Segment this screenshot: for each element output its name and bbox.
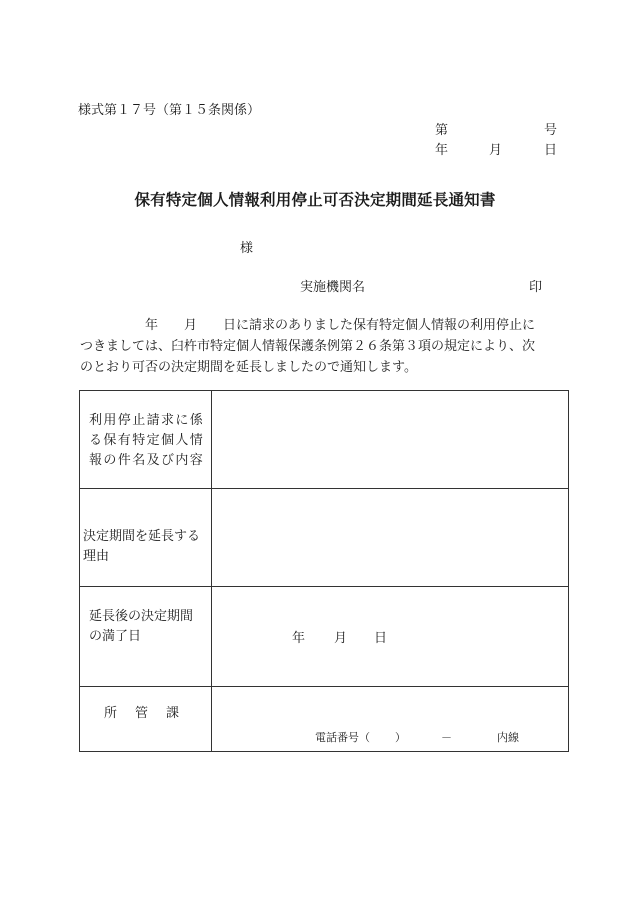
issue-date-month: 月 — [489, 143, 503, 158]
row-label-request-subject — [80, 391, 212, 488]
expiry-date-day: 日 — [374, 631, 388, 646]
label-part: 管 — [135, 706, 149, 721]
body-line: 年 月 日に請求のありました保有特定個人情報の利用停止に — [80, 318, 536, 333]
body-line: つきましては、臼杵市特定個人情報保護条例第２６条第３項の規定により、次 — [80, 339, 536, 354]
value-expiry-date[interactable] — [212, 587, 568, 686]
agency-name-label: 実施機関名 — [300, 280, 366, 295]
phone-extension-label: 内線 — [497, 731, 519, 744]
body-line: のとおり可否の決定期間を延長しましたので通知します。 — [80, 360, 417, 375]
expiry-date-year: 年 — [292, 631, 306, 646]
notice-body — [80, 315, 558, 378]
value-request-subject[interactable] — [212, 391, 568, 488]
phone-dash: － — [441, 731, 452, 744]
table-row-expiry-date — [80, 587, 568, 687]
seal-mark: 印 — [529, 280, 543, 295]
value-department[interactable] — [212, 687, 568, 751]
phone-label: 電話番号（ — [315, 731, 370, 744]
label-line: 延長後の決定期間 — [89, 609, 194, 624]
row-label-expiry-date — [80, 587, 212, 686]
label-line: 理由 — [83, 549, 110, 564]
value-extension-reason[interactable] — [212, 489, 568, 586]
label-line: の満了日 — [89, 629, 142, 644]
label-part: 所 — [104, 706, 118, 721]
document-title: 保有特定個人情報利用停止可否決定期間延長通知書 — [134, 191, 496, 209]
table-row-department — [80, 687, 568, 751]
doc-number-suffix: 号 — [543, 123, 557, 138]
phone-paren-close: ） — [395, 731, 406, 744]
label-part: 課 — [166, 706, 180, 721]
issue-date-day: 日 — [543, 143, 557, 158]
doc-number-prefix: 第 — [435, 123, 449, 138]
table-row-request-subject — [80, 391, 568, 489]
expiry-date-month: 月 — [334, 631, 348, 646]
row-label-department — [80, 687, 212, 751]
table-row-extension-reason — [80, 489, 568, 587]
form-number: 様式第１７号（第１５条関係） — [78, 103, 261, 118]
label-line: 利用停止請求に係 — [89, 413, 205, 428]
label-line: 決定期間を延長する — [83, 529, 201, 544]
info-table — [79, 390, 569, 752]
label-line: 報の件名及び内容 — [89, 453, 205, 468]
label-line: る保有特定個人情 — [89, 433, 205, 448]
recipient-honorific: 様 — [240, 241, 254, 256]
row-label-extension-reason — [80, 489, 212, 586]
issue-date-year: 年 — [435, 143, 449, 158]
